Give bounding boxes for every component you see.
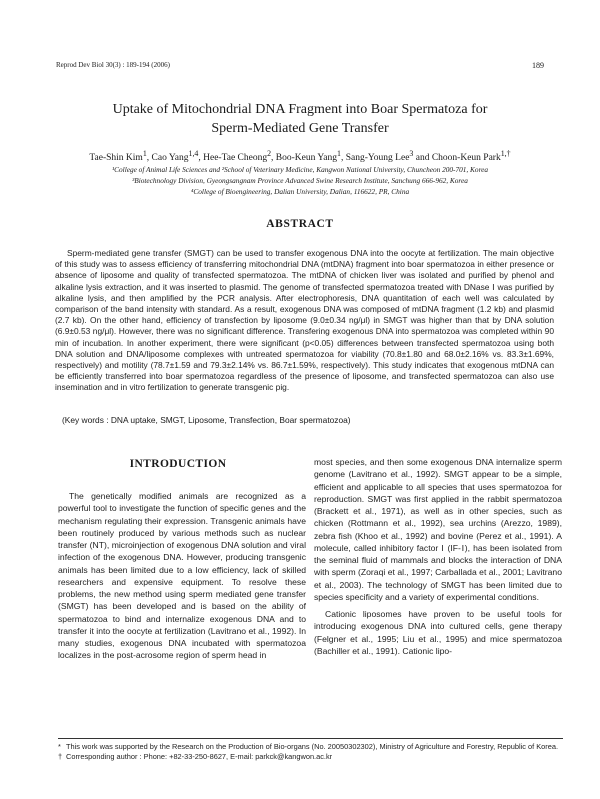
- corresponding-author-text: Corresponding author : Phone: +82-33-250-8627, E-mail: parkck@kangwon.ac.kr: [66, 752, 333, 761]
- title-line: Uptake of Mitochondrial DNA Fragment into Boar Spermatoza for: [112, 102, 488, 117]
- author-name: Tae-Shin Kim: [89, 153, 143, 164]
- author-name: Choon-Keun Park: [431, 153, 501, 164]
- keywords: (Key words : DNA uptake, SMGT, Liposome, Transfection, Boar spermatozoa): [62, 415, 351, 425]
- abstract-text: Sperm-mediated gene transfer (SMGT) can be used to transfer exogenous DNA into the oocyte at fertilization. The main objective of this study was to assess efficiency of transferring mitochondrial DNA (mtDNA) fragment into boar spermatozoa in either presence or absence of liposome and quality of transfected spermatozoa. The mtDNA of chicken liver was isolated and purified by phenol and alkaline lysis extraction, and it was inserted to plasmid. The genome of transfected spermatozoa treated with DNase Ⅰ was purified by alkaline lysis, and then amplified by the PCR analysis. After electrophoresis, DNA quantitation of each well was calculated by comparison of the band intensity with standard. As a result, exogenous DNA was composed of mtDNA fragment (1.2 kb) and plasmid (2.7 kb). On the other hand, efficiency of transfection by liposome (9.0±0.34 ng/μl) in SMGT was higher than that by DNA solution (6.9±0.53 ng/μl). However, there was no significant difference. Transfering exogenous DNA into spermatozoa was completed within 90 min of incubation. In another experiment, there were significant (p<0.05) differences between transfected spermatozoa using both DNA solution and DNA/liposome complexes with untreated spermatozoa for viability (70.8±1.80 and 68.0±2.16% vs. 83.3±1.69%, respectively) and motility (78.7±1.59 and 79.3±2.14% vs. 86.7±1.59%, respectively). This study indicates that exogenous mtDNA can be efficiently transferred into boar spermatozoa regardless of the presence of liposome, and transfected spermatozoa can also use insemination and in vitro fertilization to generate transgenic pig.: [55, 248, 554, 393]
- funding-text: This work was supported by the Research on the Production of Bio-organs (No. 20050302302), Ministry of Agriculture and Forestry, Republic of Korea.: [66, 742, 559, 751]
- body-paragraph: most species, and then some exogenous DNA internalize sperm genome (Lavitrano et al., 1992). SMGT appear to be a simple, efficient and applicable to all species that uses spermatozoa for reproduction. SMGT was first applied in the rabbit spermatozoa (Brackett et al., 1971), as well as in other species, such as chicken (Rottmann et al., 1992), sea urchins (Arezzo, 1989), zebra fish (Khoo et al., 1992) and bovine (Perez et al., 1991). A molecule, called inhibitory factor Ⅰ (IF-Ⅰ), has been isolated from the seminal fluid of mammals and blocks the interaction of DNA with sperm (Zoraqi et al., 1997; Carballada et al., 2001; Lavitrano et al., 2003). The technology of SMGT has been limited due to species specificity and a variety of experimental conditions.: [314, 457, 562, 602]
- author-name: Hee-Tae Cheong: [203, 153, 268, 164]
- author-list: Tae-Shin Kim$^1$, Cao Yang$^{1,4}$, Hee-Tae Cheong$^2$, Boo-Keun Yang$^1$, Sang-Young Lee$^3$ and Choon-Keun Park$^{1,\dagger}$: [89, 149, 511, 164]
- author-affiliation-mark: 1: [337, 149, 341, 158]
- affiliations: [30, 164, 570, 197]
- author-name: Sang-Young Lee: [345, 153, 410, 164]
- funding-footnote: [58, 742, 563, 752]
- corresponding-author-footnote: [58, 752, 563, 762]
- abstract-heading: ABSTRACT: [266, 218, 334, 230]
- affiliation-line: ⁴College of Bioengineering, Dalian University, Dalian, 116622, PR, China: [190, 187, 410, 196]
- running-head: [56, 59, 544, 71]
- footnote-mark: *: [58, 742, 61, 751]
- left-column: [58, 490, 306, 662]
- affiliation-line: ³Biotechnology Division, Gyeongsangnam Province Advanced Swine Research Institute, Sanchung 666-962, Korea: [132, 176, 468, 185]
- affiliation-line: ¹College of Animal Life Sciences and ²School of Veterinary Medicine, Kangwon National University, Chuncheon 200-701, Korea: [111, 165, 489, 174]
- author-affiliation-mark: 1,4: [188, 149, 199, 158]
- author-affiliation-mark: 1,†: [500, 149, 511, 158]
- introduction-heading: INTRODUCTION: [129, 458, 227, 470]
- footnote-divider: [58, 738, 563, 739]
- author-name: Boo-Keun Yang: [275, 153, 338, 164]
- title-line: Sperm-Mediated Gene Transfer: [211, 121, 389, 136]
- footnotes: [58, 742, 563, 762]
- body-paragraph: The genetically modified animals are recognized as a powerful tool to investigate the function of specific genes and the mechanism regulating their expression. Transgenic animals have been routinely produced by various methods such as nuclear transfer (NT), microinjection of exogenous DNA solution and viral infection of the exogenous DNA. However, producing transgenic animals has been limited due to a low efficiency, lack of skilled researchers and expensive equipment. To resolve these problems, the new method using sperm mediated gene transfer (SMGT) has been developed and is based on the ability of spermatozoa to bind and internalize exogenous DNA and to transfer it into the oocyte at fertilization (Lavitrano et al., 1992). In many studies, exogenous DNA incubated with spermatozoa localizes in the post-acrosome region of sperm head in: [58, 491, 306, 661]
- author-affiliation-mark: 2: [267, 149, 272, 158]
- footnote-mark: †: [58, 752, 63, 761]
- body-paragraph: Cationic liposomes have proven to be useful tools for introducing exogenous DNA into cultured cells, gene therapy (Felgner et al., 1995; Liu et al., 1995) and mice spermatozoa (Bachiller et al., 1991). Cationic lipo-: [314, 609, 562, 656]
- author-name: Cao Yang: [151, 153, 189, 164]
- journal-citation: Reprod Dev Biol 30(3) : 189-194 (2006): [56, 61, 170, 69]
- right-column: [314, 456, 562, 657]
- author-affiliation-mark: 3: [409, 149, 414, 158]
- page-number: 189: [532, 60, 544, 70]
- article-title: [40, 100, 560, 138]
- author-affiliation-mark: 1: [142, 149, 147, 158]
